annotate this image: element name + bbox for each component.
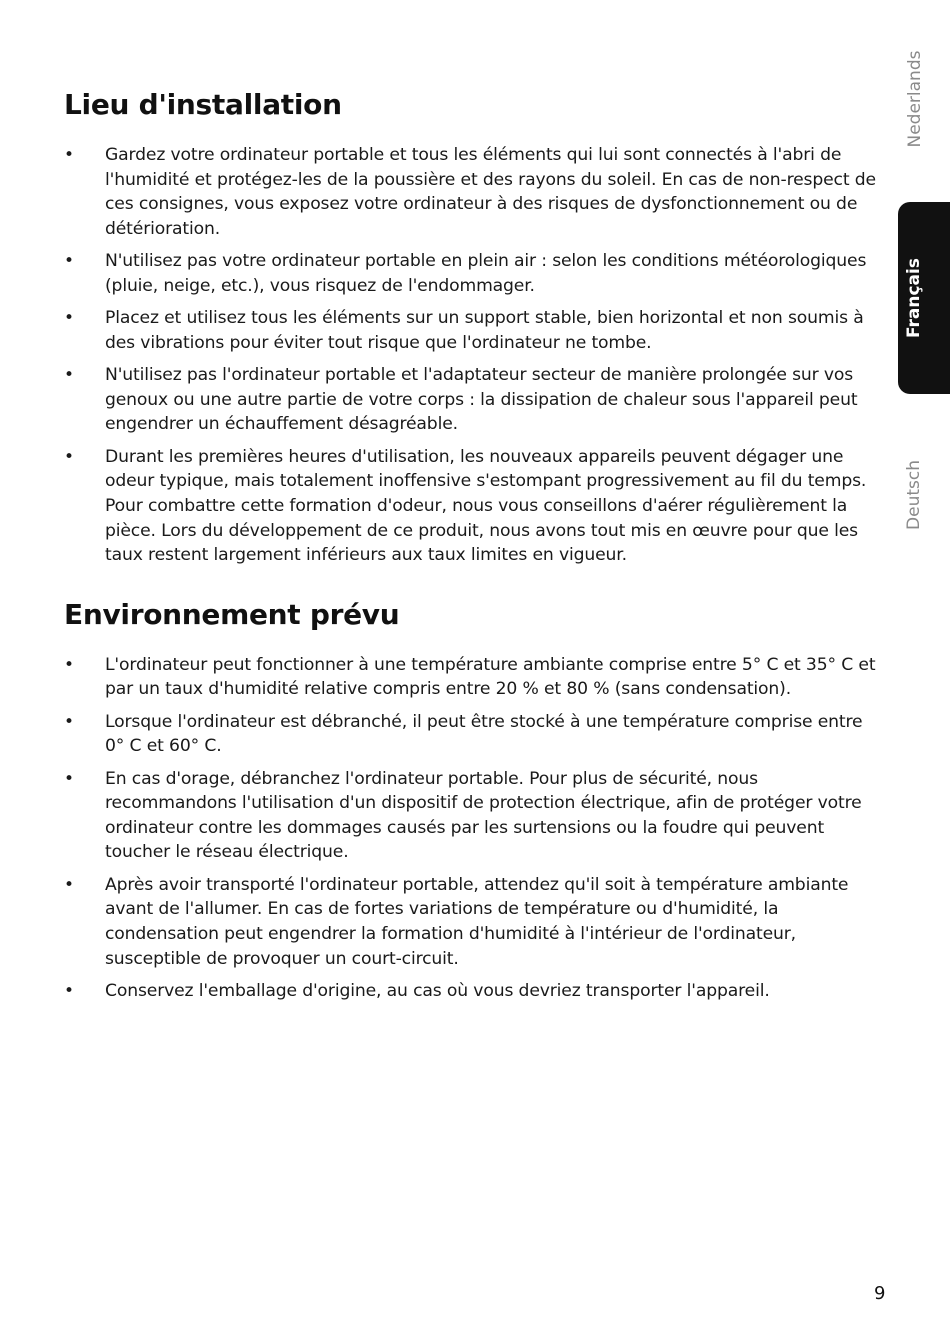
list-item-text: N'utilisez pas votre ordinateur portable en plein air : selon les conditions météorologiques (pluie, neige, etc.), vous risquez de l'endommager. xyxy=(105,251,867,296)
list-item-text: Placez et utilisez tous les éléments sur un support stable, bien horizontal et non soumis à des vibrations pour éviter tout risque que l'ordinateur ne tombe. xyxy=(105,308,864,353)
list-item xyxy=(64,249,886,298)
list-item-text: Durant les premières heures d'utilisation, les nouveaux appareils peuvent dégager une odeur typique, mais totalement inoffensive s'estompant progressivement au fil du temps. Pour combattre cette formation d'odeur, nous vous conseillons d'aérer régulièrement la pièce. Lors du développement de ce produit, nous avons tout mis en œuvre pour que les taux restent largement inférieurs aux taux limites en vigueur. xyxy=(105,446,867,566)
section-title-environment: Environnement prévu xyxy=(64,597,400,631)
list-item-text: En cas d'orage, débranchez l'ordinateur portable. Pour plus de sécurité, nous recommandons l'utilisation d'un dispositif de protection électrique, afin de protéger votre ordinateur contre les dommages causés par les surtensions ou la foudre qui peuvent toucher le réseau électrique. xyxy=(105,768,862,863)
list-item-text: Après avoir transporté l'ordinateur portable, attendez qu'il soit à température ambiante avant de l'allumer. En cas de fortes variations de température ou d'humidité, la condensation peut engendrer la formation d'humidité à l'intérieur de l'ordinateur, susceptible de provoquer un court-circuit. xyxy=(105,874,849,969)
list-item xyxy=(64,873,886,971)
bullet-icon: • xyxy=(64,308,74,329)
list-item xyxy=(64,306,886,355)
list-item xyxy=(64,710,886,759)
list-item xyxy=(64,979,886,1004)
list-item xyxy=(64,653,886,702)
bullet-list-installation xyxy=(64,143,886,568)
list-item-text: N'utilisez pas l'ordinateur portable et l'adaptateur secteur de manière prolongée sur vos genoux ou une autre partie de votre corps : la dissipation de chaleur sous l'appareil peut engendrer un échauffement désagréable. xyxy=(105,365,858,435)
page-content xyxy=(64,88,886,1011)
list-item xyxy=(64,363,886,437)
list-item xyxy=(64,767,886,865)
bullet-icon: • xyxy=(64,365,74,386)
list-item-text: Conservez l'emballage d'origine, au cas où vous devriez transporter l'appareil. xyxy=(105,981,770,1001)
list-item-text: Gardez votre ordinateur portable et tous les éléments qui lui sont connectés à l'abri de l'humidité et protégez-les de la poussière et des rayons du soleil. En cas de non-respect de ces consignes, vous exposez votre ordinateur à des risques de dysfonctionnement ou de détérioration. xyxy=(105,145,876,239)
bullet-icon: • xyxy=(64,654,74,675)
page-number: 9 xyxy=(874,1283,886,1304)
bullet-icon: • xyxy=(64,768,74,789)
bullet-icon: • xyxy=(64,874,74,895)
bullet-icon: • xyxy=(64,711,74,732)
list-item-text: Lorsque l'ordinateur est débranché, il peut être stocké à une température comprise entre 0° C et 60° C. xyxy=(105,711,863,757)
bullet-list-environment xyxy=(64,653,886,1004)
bullet-icon: • xyxy=(64,251,74,272)
bullet-icon: • xyxy=(64,446,74,467)
bullet-icon: • xyxy=(64,981,74,1001)
side-tab-francais: Français xyxy=(904,258,924,338)
list-item-text: L'ordinateur peut fonctionner à une température ambiante comprise entre 5° C et 35° C et par un taux d'humidité relative compris entre 20 % et 80 % (sans condensation). xyxy=(105,654,876,700)
side-tab-nederlands: Nederlands xyxy=(905,50,925,148)
list-item xyxy=(64,445,886,568)
bullet-icon: • xyxy=(64,145,74,165)
side-tab-deutsch: Deutsch xyxy=(904,460,924,530)
section-title-installation: Lieu d'installation xyxy=(64,88,342,121)
list-item xyxy=(64,143,886,241)
